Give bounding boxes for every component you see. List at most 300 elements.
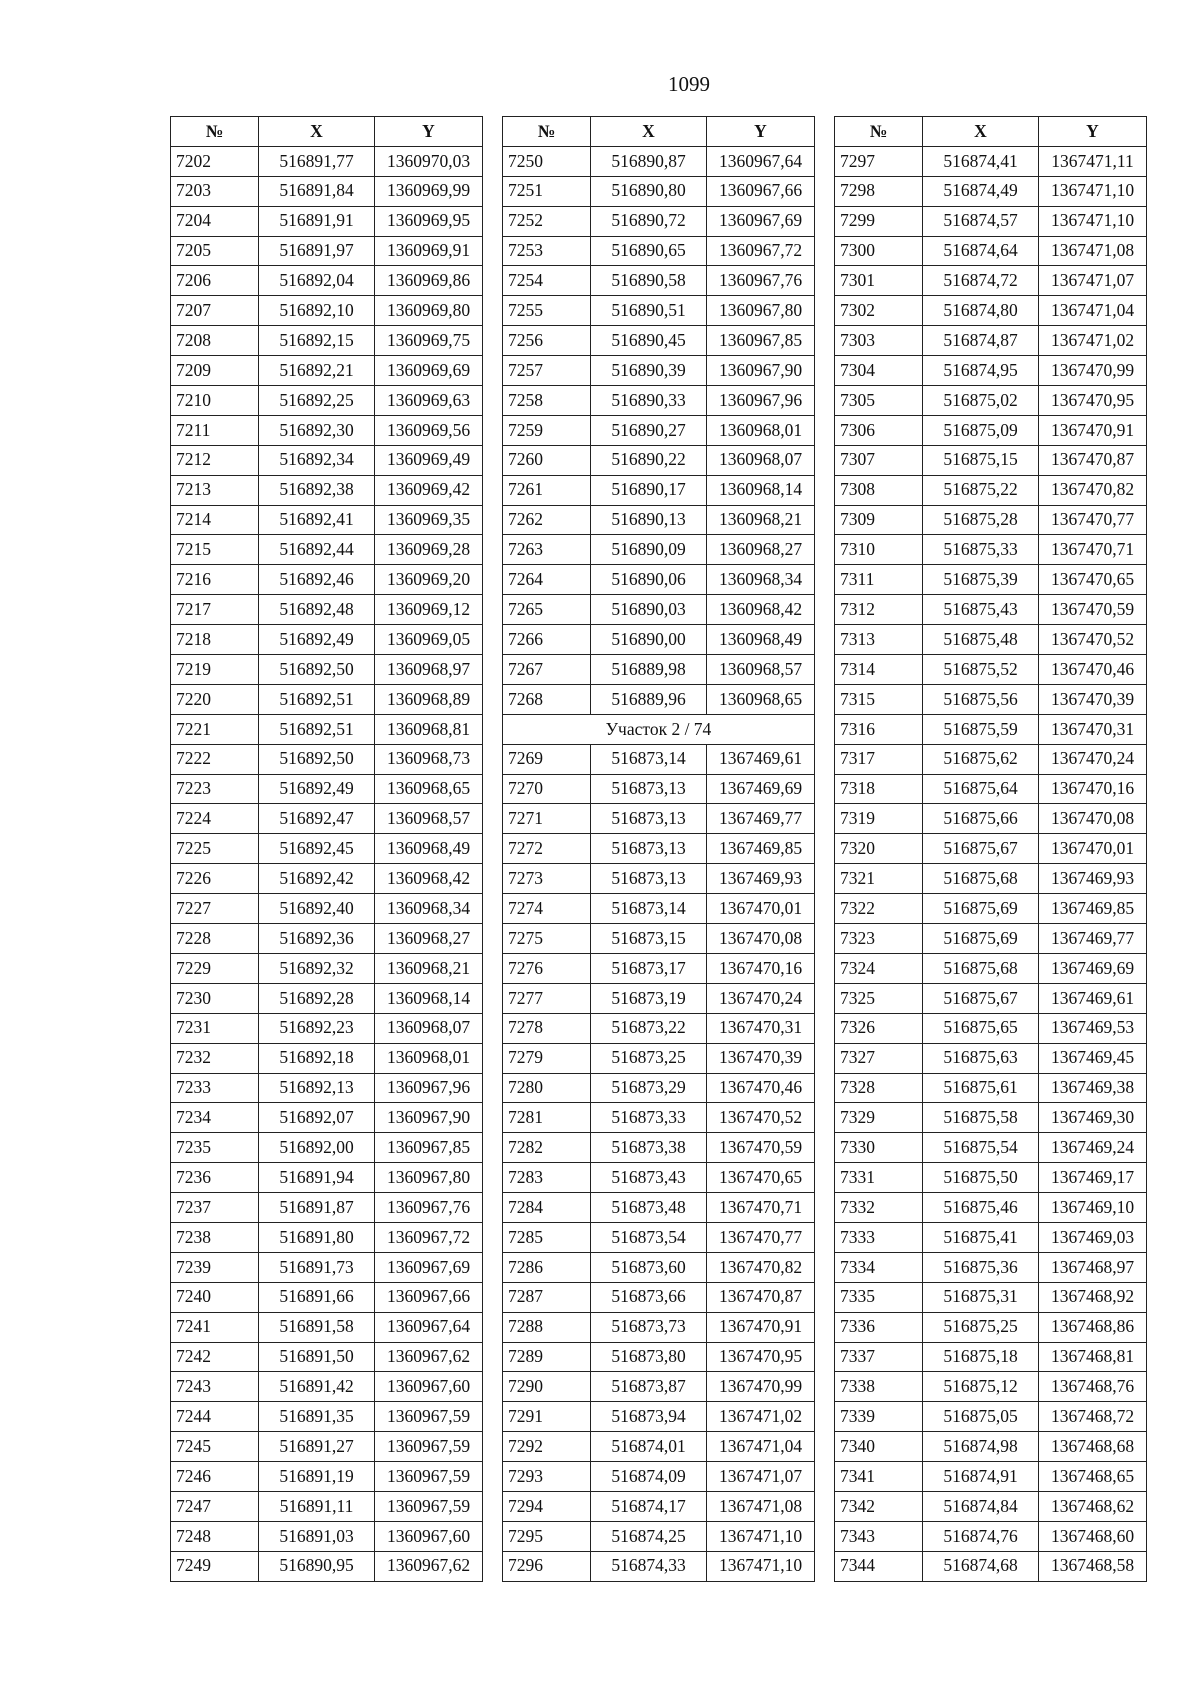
x-coordinate-cell: 516892,42 — [259, 864, 375, 894]
point-number-cell: 7283 — [503, 1163, 591, 1193]
point-number-cell: 7238 — [171, 1222, 259, 1252]
table-row — [171, 625, 483, 655]
table-row — [171, 565, 483, 595]
point-number-cell: 7263 — [503, 535, 591, 565]
table-row — [171, 475, 483, 505]
y-coordinate-cell: 1367470,87 — [707, 1282, 815, 1312]
x-coordinate-cell: 516892,28 — [259, 983, 375, 1013]
x-coordinate-cell: 516875,59 — [923, 714, 1039, 744]
x-coordinate-cell: 516892,46 — [259, 565, 375, 595]
table-row — [171, 1193, 483, 1223]
point-number-cell: 7206 — [171, 266, 259, 296]
y-coordinate-cell: 1360969,86 — [375, 266, 483, 296]
x-coordinate-cell: 516873,19 — [591, 983, 707, 1013]
x-coordinate-cell: 516875,54 — [923, 1133, 1039, 1163]
header-x: X — [923, 117, 1039, 147]
point-number-cell: 7268 — [503, 684, 591, 714]
table-row — [503, 1342, 815, 1372]
x-coordinate-cell: 516873,22 — [591, 1013, 707, 1043]
y-coordinate-cell: 1367468,76 — [1039, 1372, 1147, 1402]
table-row — [503, 296, 815, 326]
x-coordinate-cell: 516892,32 — [259, 953, 375, 983]
y-coordinate-cell: 1360967,59 — [375, 1491, 483, 1521]
table-row — [835, 1252, 1147, 1282]
point-number-cell: 7225 — [171, 834, 259, 864]
point-number-cell: 7254 — [503, 266, 591, 296]
x-coordinate-cell: 516889,98 — [591, 655, 707, 685]
x-coordinate-cell: 516892,51 — [259, 684, 375, 714]
x-coordinate-cell: 516874,98 — [923, 1432, 1039, 1462]
point-number-cell: 7297 — [835, 146, 923, 176]
table-row — [835, 1342, 1147, 1372]
y-coordinate-cell: 1360968,65 — [707, 684, 815, 714]
x-coordinate-cell: 516892,04 — [259, 266, 375, 296]
y-coordinate-cell: 1367468,86 — [1039, 1312, 1147, 1342]
x-coordinate-cell: 516892,49 — [259, 625, 375, 655]
point-number-cell: 7257 — [503, 356, 591, 386]
table-row — [503, 655, 815, 685]
point-number-cell: 7312 — [835, 595, 923, 625]
y-coordinate-cell: 1367470,91 — [707, 1312, 815, 1342]
point-number-cell: 7211 — [171, 415, 259, 445]
point-number-cell: 7322 — [835, 894, 923, 924]
point-number-cell: 7284 — [503, 1193, 591, 1223]
table-row — [171, 1282, 483, 1312]
point-number-cell: 7290 — [503, 1372, 591, 1402]
x-coordinate-cell: 516890,80 — [591, 176, 707, 206]
table-row — [835, 1491, 1147, 1521]
table-header-row — [835, 117, 1147, 147]
point-number-cell: 7269 — [503, 744, 591, 774]
table-row — [835, 386, 1147, 416]
y-coordinate-cell: 1360968,81 — [375, 714, 483, 744]
x-coordinate-cell: 516875,28 — [923, 505, 1039, 535]
x-coordinate-cell: 516874,17 — [591, 1491, 707, 1521]
y-coordinate-cell: 1360968,14 — [375, 983, 483, 1013]
table-row — [171, 326, 483, 356]
point-number-cell: 7273 — [503, 864, 591, 894]
x-coordinate-cell: 516873,38 — [591, 1133, 707, 1163]
x-coordinate-cell: 516892,40 — [259, 894, 375, 924]
x-coordinate-cell: 516875,18 — [923, 1342, 1039, 1372]
x-coordinate-cell: 516874,95 — [923, 356, 1039, 386]
y-coordinate-cell: 1360967,64 — [375, 1312, 483, 1342]
x-coordinate-cell: 516875,68 — [923, 864, 1039, 894]
table-row — [503, 236, 815, 266]
y-coordinate-cell: 1367470,91 — [1039, 415, 1147, 445]
x-coordinate-cell: 516874,87 — [923, 326, 1039, 356]
x-coordinate-cell: 516891,42 — [259, 1372, 375, 1402]
y-coordinate-cell: 1367470,65 — [1039, 565, 1147, 595]
y-coordinate-cell: 1367470,99 — [707, 1372, 815, 1402]
point-number-cell: 7293 — [503, 1462, 591, 1492]
point-number-cell: 7244 — [171, 1402, 259, 1432]
point-number-cell: 7233 — [171, 1073, 259, 1103]
table-row — [171, 655, 483, 685]
y-coordinate-cell: 1360967,72 — [375, 1222, 483, 1252]
y-coordinate-cell: 1367468,58 — [1039, 1551, 1147, 1581]
point-number-cell: 7205 — [171, 236, 259, 266]
point-number-cell: 7230 — [171, 983, 259, 1013]
point-number-cell: 7342 — [835, 1491, 923, 1521]
table-row — [835, 774, 1147, 804]
x-coordinate-cell: 516875,43 — [923, 595, 1039, 625]
y-coordinate-cell: 1360967,76 — [707, 266, 815, 296]
table-row — [503, 1551, 815, 1581]
y-coordinate-cell: 1360968,14 — [707, 475, 815, 505]
y-coordinate-cell: 1367470,46 — [1039, 655, 1147, 685]
x-coordinate-cell: 516890,95 — [259, 1551, 375, 1581]
section-label: Участок 2 / 74 — [503, 714, 815, 744]
table-row — [503, 266, 815, 296]
x-coordinate-cell: 516875,48 — [923, 625, 1039, 655]
y-coordinate-cell: 1360969,05 — [375, 625, 483, 655]
point-number-cell: 7344 — [835, 1551, 923, 1581]
x-coordinate-cell: 516875,50 — [923, 1163, 1039, 1193]
point-number-cell: 7337 — [835, 1342, 923, 1372]
x-coordinate-cell: 516875,31 — [923, 1282, 1039, 1312]
point-number-cell: 7235 — [171, 1133, 259, 1163]
y-coordinate-cell: 1367470,59 — [707, 1133, 815, 1163]
x-coordinate-cell: 516892,48 — [259, 595, 375, 625]
table-row — [171, 774, 483, 804]
table-row — [171, 1133, 483, 1163]
y-coordinate-cell: 1367468,65 — [1039, 1462, 1147, 1492]
table-row — [503, 1222, 815, 1252]
x-coordinate-cell: 516890,17 — [591, 475, 707, 505]
table-row — [835, 983, 1147, 1013]
y-coordinate-cell: 1360967,72 — [707, 236, 815, 266]
point-number-cell: 7335 — [835, 1282, 923, 1312]
table-row — [171, 1013, 483, 1043]
table-row — [503, 894, 815, 924]
table-row — [171, 386, 483, 416]
y-coordinate-cell: 1367470,01 — [1039, 834, 1147, 864]
table-header-row — [503, 117, 815, 147]
x-coordinate-cell: 516875,62 — [923, 744, 1039, 774]
x-coordinate-cell: 516875,69 — [923, 894, 1039, 924]
x-coordinate-cell: 516873,73 — [591, 1312, 707, 1342]
y-coordinate-cell: 1367471,10 — [707, 1521, 815, 1551]
x-coordinate-cell: 516874,91 — [923, 1462, 1039, 1492]
point-number-cell: 7330 — [835, 1133, 923, 1163]
point-number-cell: 7317 — [835, 744, 923, 774]
table-row — [835, 1103, 1147, 1133]
point-number-cell: 7287 — [503, 1282, 591, 1312]
table-header-row — [171, 117, 483, 147]
table-row — [171, 1312, 483, 1342]
table-row — [835, 1521, 1147, 1551]
header-x: X — [591, 117, 707, 147]
y-coordinate-cell: 1360967,59 — [375, 1462, 483, 1492]
x-coordinate-cell: 516874,49 — [923, 176, 1039, 206]
y-coordinate-cell: 1367471,04 — [1039, 296, 1147, 326]
point-number-cell: 7307 — [835, 445, 923, 475]
point-number-cell: 7314 — [835, 655, 923, 685]
x-coordinate-cell: 516873,14 — [591, 744, 707, 774]
point-number-cell: 7320 — [835, 834, 923, 864]
point-number-cell: 7250 — [503, 146, 591, 176]
table-row — [171, 953, 483, 983]
y-coordinate-cell: 1367470,82 — [1039, 475, 1147, 505]
table-row — [835, 894, 1147, 924]
y-coordinate-cell: 1367470,99 — [1039, 356, 1147, 386]
x-coordinate-cell: 516891,94 — [259, 1163, 375, 1193]
y-coordinate-cell: 1367471,07 — [1039, 266, 1147, 296]
table-row — [503, 1432, 815, 1462]
table-row — [503, 1043, 815, 1073]
point-number-cell: 7261 — [503, 475, 591, 505]
x-coordinate-cell: 516873,87 — [591, 1372, 707, 1402]
y-coordinate-cell: 1360967,64 — [707, 146, 815, 176]
x-coordinate-cell: 516873,15 — [591, 924, 707, 954]
y-coordinate-cell: 1367468,72 — [1039, 1402, 1147, 1432]
point-number-cell: 7340 — [835, 1432, 923, 1462]
x-coordinate-cell: 516875,67 — [923, 983, 1039, 1013]
point-number-cell: 7285 — [503, 1222, 591, 1252]
y-coordinate-cell: 1367470,01 — [707, 894, 815, 924]
point-number-cell: 7302 — [835, 296, 923, 326]
point-number-cell: 7315 — [835, 684, 923, 714]
table-row — [835, 1551, 1147, 1581]
x-coordinate-cell: 516875,22 — [923, 475, 1039, 505]
y-coordinate-cell: 1360967,76 — [375, 1193, 483, 1223]
table-row — [171, 595, 483, 625]
point-number-cell: 7255 — [503, 296, 591, 326]
x-coordinate-cell: 516891,73 — [259, 1252, 375, 1282]
x-coordinate-cell: 516890,39 — [591, 356, 707, 386]
x-coordinate-cell: 516873,13 — [591, 864, 707, 894]
point-number-cell: 7226 — [171, 864, 259, 894]
point-number-cell: 7209 — [171, 356, 259, 386]
y-coordinate-cell: 1367468,60 — [1039, 1521, 1147, 1551]
y-coordinate-cell: 1360967,96 — [375, 1073, 483, 1103]
y-coordinate-cell: 1367470,71 — [1039, 535, 1147, 565]
x-coordinate-cell: 516890,33 — [591, 386, 707, 416]
y-coordinate-cell: 1360969,56 — [375, 415, 483, 445]
point-number-cell: 7278 — [503, 1013, 591, 1043]
table-row — [835, 804, 1147, 834]
header-y: Y — [1039, 117, 1147, 147]
x-coordinate-cell: 516873,13 — [591, 774, 707, 804]
x-coordinate-cell: 516875,69 — [923, 924, 1039, 954]
y-coordinate-cell: 1360968,57 — [375, 804, 483, 834]
table-row — [835, 1312, 1147, 1342]
y-coordinate-cell: 1367471,07 — [707, 1462, 815, 1492]
x-coordinate-cell: 516875,25 — [923, 1312, 1039, 1342]
x-coordinate-cell: 516891,35 — [259, 1402, 375, 1432]
x-coordinate-cell: 516891,80 — [259, 1222, 375, 1252]
y-coordinate-cell: 1360967,62 — [375, 1551, 483, 1581]
page-number: 1099 — [668, 72, 710, 96]
table-row — [835, 176, 1147, 206]
point-number-cell: 7294 — [503, 1491, 591, 1521]
x-coordinate-cell: 516891,66 — [259, 1282, 375, 1312]
y-coordinate-cell: 1360968,65 — [375, 774, 483, 804]
x-coordinate-cell: 516891,84 — [259, 176, 375, 206]
y-coordinate-cell: 1367471,04 — [707, 1432, 815, 1462]
table-row — [171, 894, 483, 924]
y-coordinate-cell: 1367469,03 — [1039, 1222, 1147, 1252]
point-number-cell: 7207 — [171, 296, 259, 326]
y-coordinate-cell: 1367470,31 — [1039, 714, 1147, 744]
point-number-cell: 7295 — [503, 1521, 591, 1551]
table-row — [503, 983, 815, 1013]
x-coordinate-cell: 516890,27 — [591, 415, 707, 445]
table-row — [503, 1013, 815, 1043]
point-number-cell: 7289 — [503, 1342, 591, 1372]
y-coordinate-cell: 1360969,80 — [375, 296, 483, 326]
x-coordinate-cell: 516875,09 — [923, 415, 1039, 445]
point-number-cell: 7305 — [835, 386, 923, 416]
table-row — [835, 1432, 1147, 1462]
x-coordinate-cell: 516892,36 — [259, 924, 375, 954]
point-number-cell: 7231 — [171, 1013, 259, 1043]
table-row — [171, 1073, 483, 1103]
x-coordinate-cell: 516890,03 — [591, 595, 707, 625]
point-number-cell: 7210 — [171, 386, 259, 416]
table-row — [835, 266, 1147, 296]
table-row — [171, 1222, 483, 1252]
table-row — [503, 1163, 815, 1193]
point-number-cell: 7223 — [171, 774, 259, 804]
table-row — [835, 535, 1147, 565]
x-coordinate-cell: 516875,67 — [923, 834, 1039, 864]
point-number-cell: 7308 — [835, 475, 923, 505]
table-row — [503, 625, 815, 655]
x-coordinate-cell: 516873,13 — [591, 834, 707, 864]
table-row — [835, 1282, 1147, 1312]
table-row — [835, 684, 1147, 714]
x-coordinate-cell: 516892,41 — [259, 505, 375, 535]
y-coordinate-cell: 1360969,69 — [375, 356, 483, 386]
y-coordinate-cell: 1360968,42 — [375, 864, 483, 894]
header-x: X — [259, 117, 375, 147]
point-number-cell: 7328 — [835, 1073, 923, 1103]
y-coordinate-cell: 1360967,96 — [707, 386, 815, 416]
table-row — [503, 535, 815, 565]
point-number-cell: 7325 — [835, 983, 923, 1013]
point-number-cell: 7245 — [171, 1432, 259, 1462]
point-number-cell: 7292 — [503, 1432, 591, 1462]
point-number-cell: 7236 — [171, 1163, 259, 1193]
table-row — [503, 1103, 815, 1133]
point-number-cell: 7266 — [503, 625, 591, 655]
point-number-cell: 7309 — [835, 505, 923, 535]
point-number-cell: 7260 — [503, 445, 591, 475]
table-row — [171, 983, 483, 1013]
table-row — [503, 565, 815, 595]
point-number-cell: 7249 — [171, 1551, 259, 1581]
y-coordinate-cell: 1367471,10 — [1039, 176, 1147, 206]
table-row — [171, 1462, 483, 1492]
point-number-cell: 7248 — [171, 1521, 259, 1551]
y-coordinate-cell: 1367470,82 — [707, 1252, 815, 1282]
y-coordinate-cell: 1367468,62 — [1039, 1491, 1147, 1521]
y-coordinate-cell: 1360968,49 — [375, 834, 483, 864]
table-row — [171, 296, 483, 326]
x-coordinate-cell: 516891,58 — [259, 1312, 375, 1342]
y-coordinate-cell: 1360969,63 — [375, 386, 483, 416]
x-coordinate-cell: 516873,94 — [591, 1402, 707, 1432]
point-number-cell: 7299 — [835, 206, 923, 236]
x-coordinate-cell: 516890,58 — [591, 266, 707, 296]
y-coordinate-cell: 1360967,90 — [375, 1103, 483, 1133]
x-coordinate-cell: 516874,41 — [923, 146, 1039, 176]
point-number-cell: 7339 — [835, 1402, 923, 1432]
y-coordinate-cell: 1360969,12 — [375, 595, 483, 625]
table-row — [503, 386, 815, 416]
table-row — [171, 924, 483, 954]
y-coordinate-cell: 1360968,27 — [707, 535, 815, 565]
point-number-cell: 7224 — [171, 804, 259, 834]
y-coordinate-cell: 1367469,24 — [1039, 1133, 1147, 1163]
point-number-cell: 7265 — [503, 595, 591, 625]
x-coordinate-cell: 516875,46 — [923, 1193, 1039, 1223]
table-row — [171, 206, 483, 236]
x-coordinate-cell: 516875,15 — [923, 445, 1039, 475]
coordinate-table-2 — [502, 116, 815, 1582]
y-coordinate-cell: 1360969,95 — [375, 206, 483, 236]
table-row — [503, 744, 815, 774]
x-coordinate-cell: 516874,76 — [923, 1521, 1039, 1551]
y-coordinate-cell: 1360968,57 — [707, 655, 815, 685]
y-coordinate-cell: 1367470,16 — [707, 953, 815, 983]
point-number-cell: 7215 — [171, 535, 259, 565]
y-coordinate-cell: 1367471,02 — [1039, 326, 1147, 356]
point-number-cell: 7204 — [171, 206, 259, 236]
table-row — [503, 1462, 815, 1492]
x-coordinate-cell: 516891,03 — [259, 1521, 375, 1551]
point-number-cell: 7286 — [503, 1252, 591, 1282]
table-row — [835, 924, 1147, 954]
table-row — [835, 864, 1147, 894]
header-y: Y — [707, 117, 815, 147]
y-coordinate-cell: 1367469,69 — [1039, 953, 1147, 983]
table-row — [171, 1402, 483, 1432]
point-number-cell: 7264 — [503, 565, 591, 595]
y-coordinate-cell: 1360969,20 — [375, 565, 483, 595]
point-number-cell: 7319 — [835, 804, 923, 834]
y-coordinate-cell: 1367471,10 — [1039, 206, 1147, 236]
x-coordinate-cell: 516892,07 — [259, 1103, 375, 1133]
x-coordinate-cell: 516891,77 — [259, 146, 375, 176]
point-number-cell: 7221 — [171, 714, 259, 744]
x-coordinate-cell: 516874,09 — [591, 1462, 707, 1492]
table-row — [835, 445, 1147, 475]
point-number-cell: 7281 — [503, 1103, 591, 1133]
y-coordinate-cell: 1360967,59 — [375, 1402, 483, 1432]
x-coordinate-cell: 516892,15 — [259, 326, 375, 356]
x-coordinate-cell: 516875,02 — [923, 386, 1039, 416]
y-coordinate-cell: 1360967,69 — [375, 1252, 483, 1282]
point-number-cell: 7219 — [171, 655, 259, 685]
point-number-cell: 7243 — [171, 1372, 259, 1402]
table-row — [171, 176, 483, 206]
y-coordinate-cell: 1367470,31 — [707, 1013, 815, 1043]
point-number-cell: 7275 — [503, 924, 591, 954]
y-coordinate-cell: 1367470,16 — [1039, 774, 1147, 804]
point-number-cell: 7229 — [171, 953, 259, 983]
point-number-cell: 7279 — [503, 1043, 591, 1073]
point-number-cell: 7213 — [171, 475, 259, 505]
table-row — [503, 684, 815, 714]
point-number-cell: 7214 — [171, 505, 259, 535]
y-coordinate-cell: 1367469,61 — [707, 744, 815, 774]
y-coordinate-cell: 1367470,24 — [1039, 744, 1147, 774]
point-number-cell: 7336 — [835, 1312, 923, 1342]
header-number: № — [503, 117, 591, 147]
